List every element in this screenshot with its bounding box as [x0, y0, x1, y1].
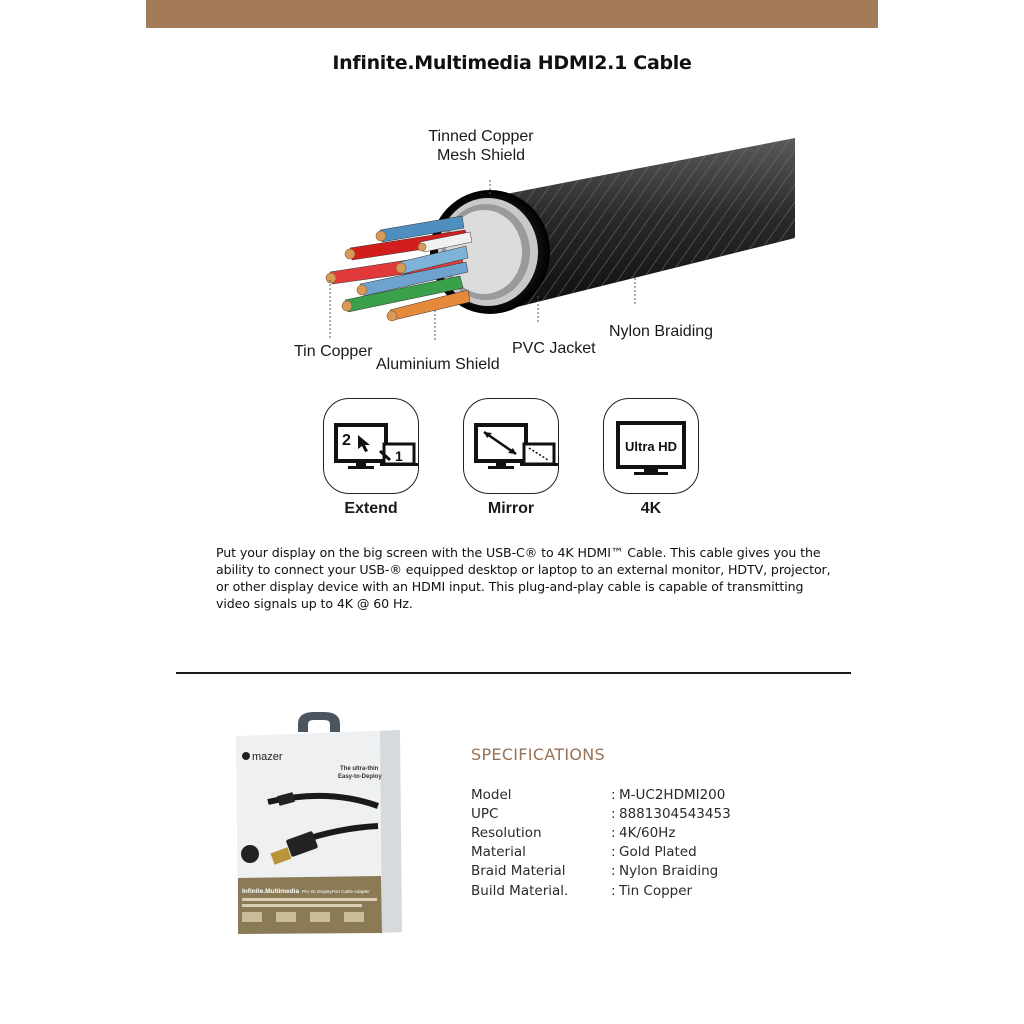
callout-tin-copper: Tin Copper	[294, 343, 373, 360]
callout-aluminium-shield: Aluminium Shield	[376, 356, 500, 373]
feature-4k	[602, 398, 700, 518]
product-box-image	[228, 710, 408, 945]
callout-tinned-copper-mesh-shield: Tinned Copper Mesh Shield	[428, 128, 534, 164]
spec-row	[471, 881, 831, 900]
spec-value: 4K/60Hz	[619, 824, 676, 841]
ultra-hd-text: Ultra HD	[624, 439, 678, 454]
spec-key: Resolution	[471, 824, 542, 841]
section-divider	[176, 672, 851, 674]
feature-mirror	[462, 398, 560, 518]
spec-value: Tin Copper	[619, 882, 693, 899]
spec-separator: :	[611, 824, 616, 841]
specifications-table	[471, 785, 831, 900]
spec-key: Material	[471, 844, 526, 861]
spec-value: Nylon Braiding	[619, 863, 719, 880]
page-title: Infinite.Multimedia HDMI2.1 Cable	[332, 52, 692, 74]
feature-label: 4K	[640, 500, 662, 517]
feature-label: Mirror	[487, 500, 535, 517]
spec-key: UPC	[471, 805, 499, 822]
callout-pvc-jacket: PVC Jacket	[512, 340, 596, 357]
spec-key: Braid Material	[471, 863, 566, 880]
spec-separator: :	[611, 805, 616, 822]
box-tagline-line-1: The ultra-thin	[340, 766, 379, 772]
box-product-sub: Pro 4K DisplayPort Cable Adapter	[302, 889, 370, 894]
spec-key: Build Material.	[471, 882, 569, 899]
product-description: Put your display on the big screen with the USB-C® to 4K HDMI™ Cable. This cable gives you the ability to connect your USB-® equipped desktop or laptop to an external monitor, HDTV, projector, or other display device with an HDMI input. This plug-and-play cable is capable of transmitting video signals up to 4K @ 60 Hz.	[216, 545, 831, 611]
extend-secondary-digit: 1	[395, 448, 403, 464]
mirror-display-icon	[463, 398, 559, 494]
extend-main-digit: 2	[342, 432, 351, 449]
spec-row	[471, 862, 831, 881]
feature-label: Extend	[344, 500, 398, 517]
spec-separator: :	[611, 844, 616, 861]
spec-row	[471, 843, 831, 862]
spec-row	[471, 823, 831, 842]
spec-row	[471, 785, 831, 804]
spec-value: Gold Plated	[619, 844, 697, 861]
spec-separator: :	[611, 882, 616, 899]
callout-nylon-braiding: Nylon Braiding	[609, 323, 714, 340]
spec-row	[471, 804, 831, 823]
extend-display-icon	[323, 398, 419, 494]
ultra-hd-monitor-icon	[603, 398, 699, 494]
spec-separator: :	[611, 863, 616, 880]
spec-value: 8881304543453	[619, 805, 731, 822]
spec-key: Model	[471, 786, 512, 803]
specifications-heading: SPECIFICATIONS	[471, 745, 606, 764]
box-brand: mazer	[252, 751, 283, 763]
box-product-name: Infinite.Multimedia	[242, 888, 300, 895]
spec-value: M-UC2HDMI200	[619, 786, 726, 803]
header-bar	[146, 0, 878, 28]
spec-separator: :	[611, 786, 616, 803]
box-tagline-line-2: Easy-to-Deploy	[338, 774, 382, 780]
feature-extend	[322, 398, 420, 518]
